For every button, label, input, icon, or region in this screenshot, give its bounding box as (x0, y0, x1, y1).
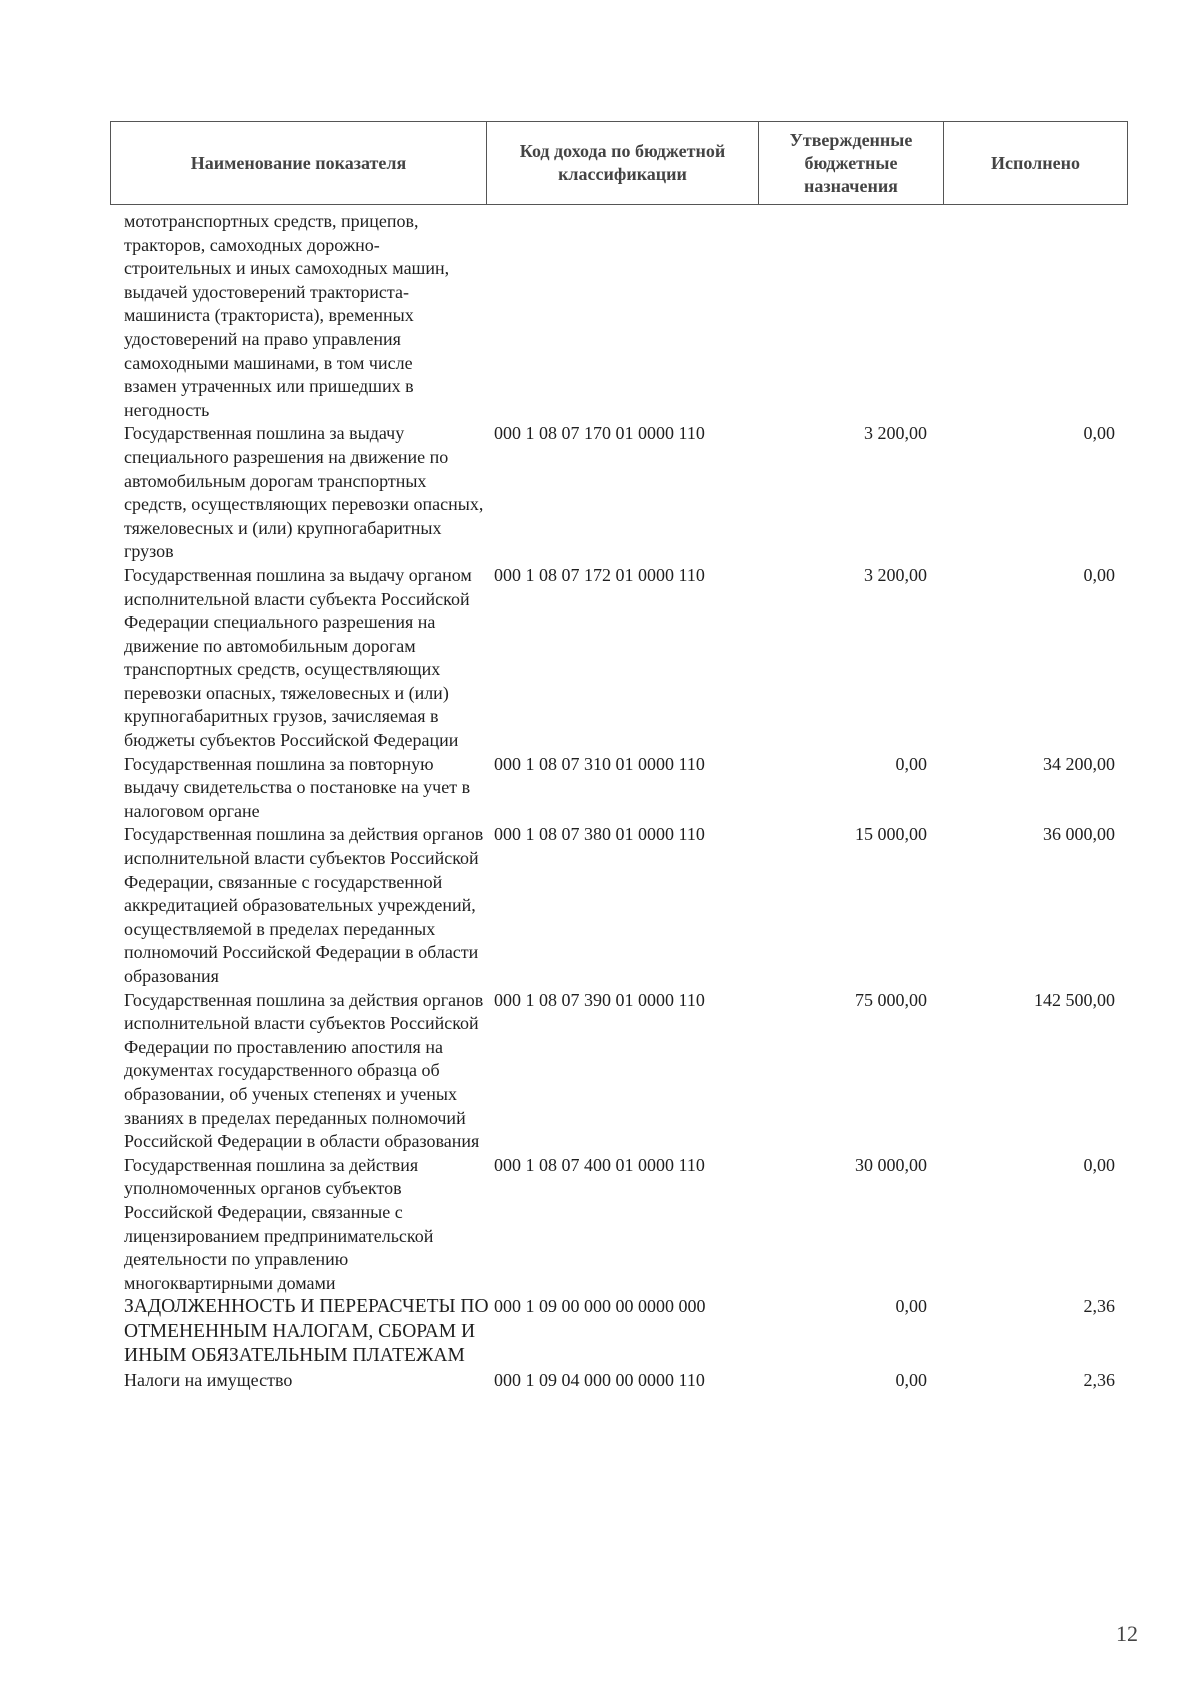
table-row (124, 1295, 1124, 1369)
row-name: Государственная пошлина за выдачу специального разрешения на движение по автомобильным дорогам транспортных средств, осуществляющих перевозки опасных, тяжеловесных и (или) крупногабаритных грузов (124, 423, 484, 562)
table-row (124, 564, 1124, 753)
header-executed: Исполнено (991, 152, 1080, 173)
row-name: Государственная пошлина за выдачу органом исполнительной власти субъекта Российской Федерации специального разрешения на движение по автомобильным дорогам транспортных средств, осуществляющих перевозки опасных, тяжеловесных и (или) крупногабаритных грузов, зачисляемая в бюджеты субъектов Российской Федерации (124, 564, 472, 751)
row-executed (927, 210, 1115, 422)
row-executed: 142 500,00 (1034, 989, 1115, 1010)
row-name: мототранспортных средств, прицепов, тракторов, самоходных дорожно-строительных и иных самоходных машин, выдачей удостоверений тракториста-машиниста (тракториста), временных удостоверений на право управления самоходными машинами, в том числе взамен утраченных или пришедших в негодность (124, 211, 450, 420)
page-number: 12 (1116, 1621, 1138, 1646)
table-row (124, 753, 1124, 824)
table-body (124, 210, 1124, 1392)
row-name: ЗАДОЛЖЕННОСТЬ И ПЕРЕРАСЧЕТЫ ПО ОТМЕНЕННЫМ НАЛОГАМ, СБОРАМ И ИНЫМ ОБЯЗАТЕЛЬНЫМ ПЛАТЕЖАМ (124, 1296, 489, 1367)
table-row (124, 989, 1124, 1154)
row-code: 000 1 08 07 310 01 0000 110 (494, 753, 705, 774)
row-approved (752, 210, 927, 422)
row-approved: 0,00 (895, 1369, 927, 1390)
row-executed: 2,36 (1083, 1296, 1115, 1317)
row-name: Налоги на имущество (124, 1369, 293, 1390)
row-executed: 0,00 (1083, 1154, 1115, 1175)
row-approved: 15 000,00 (855, 824, 927, 845)
header-name: Наименование показателя (111, 122, 487, 204)
table-row (124, 210, 1124, 422)
row-code: 000 1 08 07 400 01 0000 110 (494, 1154, 705, 1175)
row-code (490, 210, 752, 422)
row-approved: 0,00 (895, 1296, 927, 1317)
table-row (124, 1369, 1124, 1393)
table-header (110, 121, 1128, 205)
row-code: 000 1 09 04 000 00 0000 110 (494, 1369, 705, 1390)
row-executed: 36 000,00 (1043, 824, 1115, 845)
row-code: 000 1 08 07 390 01 0000 110 (494, 989, 705, 1010)
row-name: Государственная пошлина за действия уполномоченных органов субъектов Российской Федерации, связанные с лицензированием предпринимательской деятельности по управлению многоквартирными домами (124, 1154, 434, 1293)
table-row (124, 823, 1124, 988)
row-executed: 34 200,00 (1043, 753, 1115, 774)
row-approved: 75 000,00 (855, 989, 927, 1010)
header-approved: Утвержденные бюджетные назначения (759, 122, 944, 204)
row-code: 000 1 09 00 000 00 0000 000 (494, 1296, 706, 1317)
row-executed: 2,36 (1083, 1369, 1115, 1390)
row-name: Государственная пошлина за действия органов исполнительной власти субъектов Российской Федерации по проставлению апостиля на документах государственного образца об образовании, об ученых степенях и ученых званиях в пределах переданных полномочий Российской Федерации в области образования (124, 989, 484, 1152)
row-name: Государственная пошлина за действия органов исполнительной власти субъектов Российской Федерации, связанные с государственной аккредитацией образовательных учреждений, осуществляемой в пределах переданных полномочий Российской Федерации в области образования (124, 824, 484, 986)
row-name: Государственная пошлина за повторную выдачу свидетельства о постановке на учет в налоговом органе (124, 753, 471, 821)
row-executed: 0,00 (1083, 423, 1115, 444)
header-code: Код дохода по бюджетной классификации (487, 122, 759, 204)
table-row (124, 1154, 1124, 1296)
row-approved: 3 200,00 (864, 423, 927, 444)
row-code: 000 1 08 07 380 01 0000 110 (494, 824, 705, 845)
row-approved: 30 000,00 (855, 1154, 927, 1175)
row-approved: 0,00 (895, 753, 927, 774)
row-approved: 3 200,00 (864, 564, 927, 585)
row-code: 000 1 08 07 172 01 0000 110 (494, 564, 705, 585)
row-code: 000 1 08 07 170 01 0000 110 (494, 423, 705, 444)
row-executed: 0,00 (1083, 564, 1115, 585)
table-row (124, 422, 1124, 564)
